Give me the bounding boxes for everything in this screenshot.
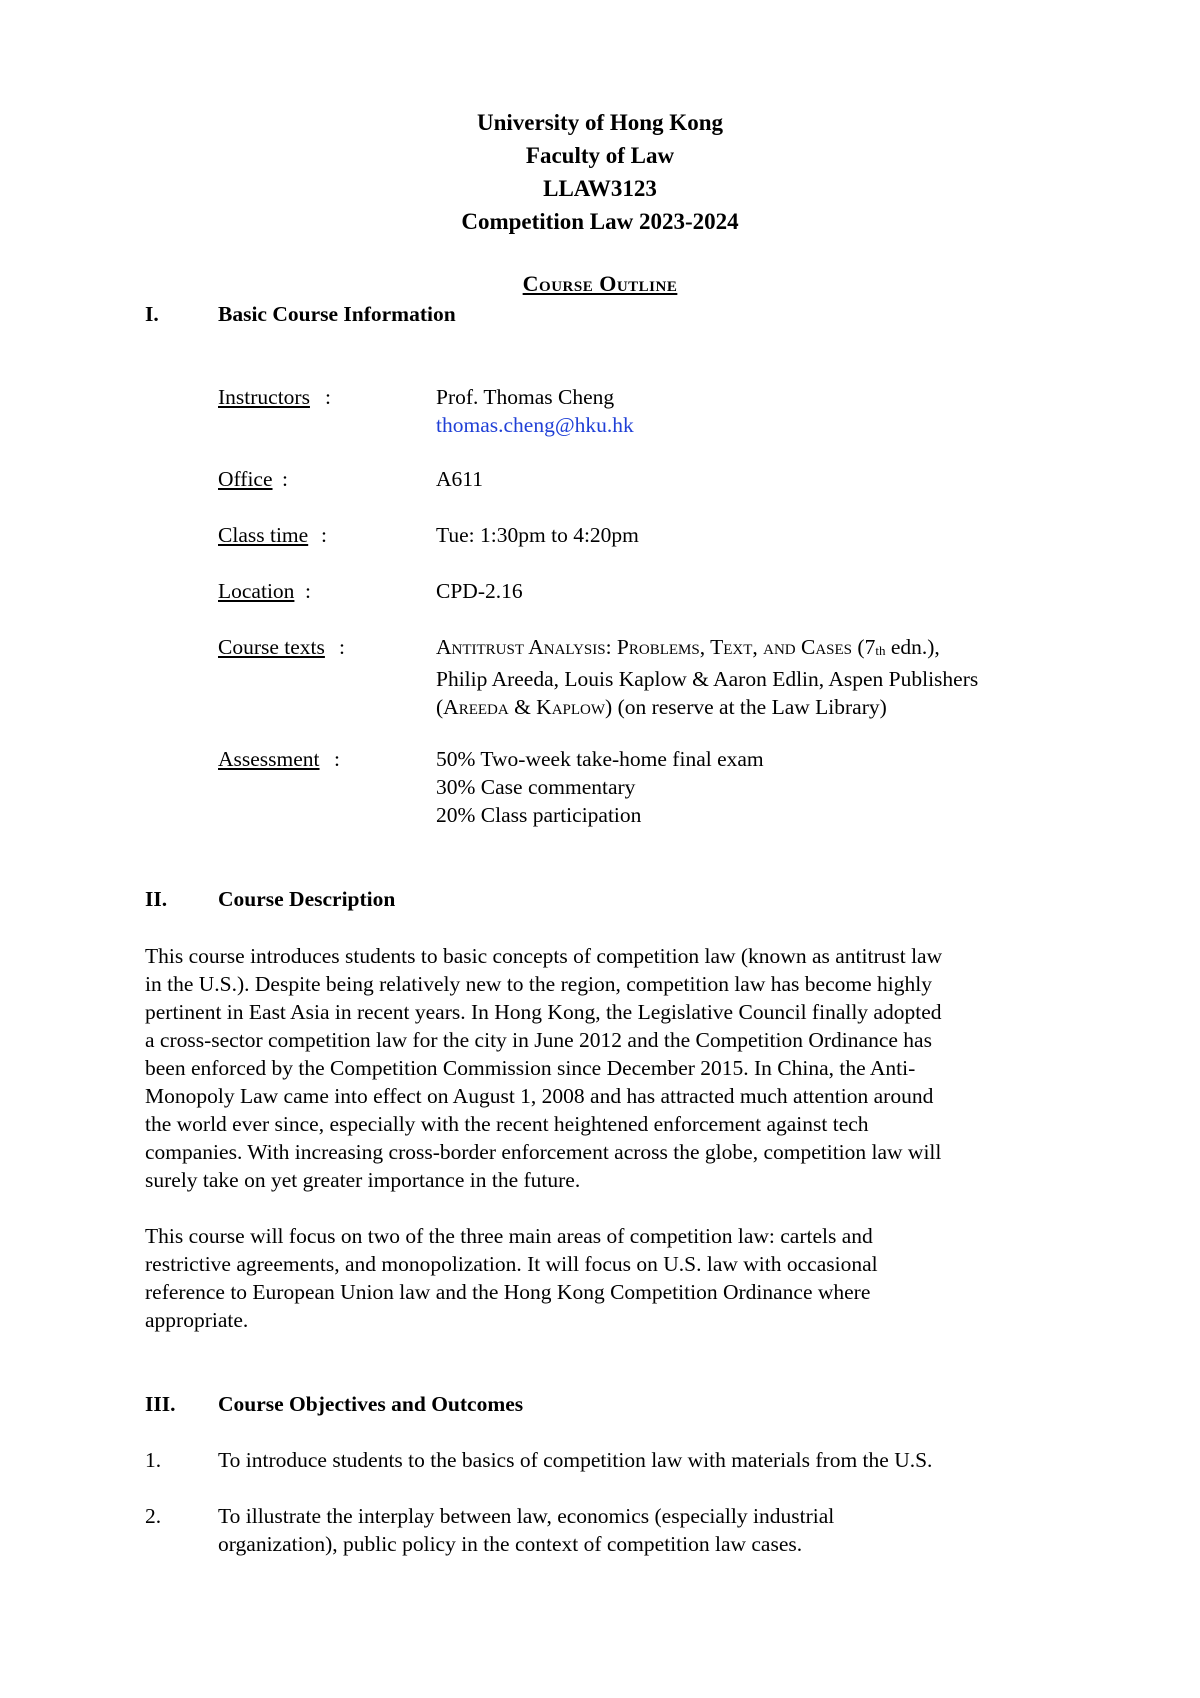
description-paragraph-2 <box>145 1222 1065 1334</box>
paragraph-line: restrictive agreements, and monopolization. It will focus on U.S. law with occasional <box>145 1252 878 1276</box>
paragraph-line: This course will focus on two of the three main areas of competition law: cartels and <box>145 1224 873 1248</box>
section-heading-basic-info <box>145 300 456 328</box>
label-colon: : <box>305 579 311 603</box>
description-paragraph-1 <box>145 942 1065 1194</box>
objective-line: To illustrate the interplay between law, economics (especially industrial <box>218 1504 835 1528</box>
assessment-label: Assessment <box>218 747 320 771</box>
assessment-item: 20% Class participation <box>436 803 642 827</box>
paragraph-line: the world ever since, especially with the recent heightened enforcement against tech <box>145 1112 869 1136</box>
section-title: Course Objectives and Outcomes <box>218 1392 524 1416</box>
course-texts-label: Course texts <box>218 635 325 659</box>
class-time-label: Class time <box>218 523 309 547</box>
objective-text <box>218 1502 1078 1558</box>
paragraph-line: in the U.S.). Despite being relatively new to the region, competition law has become highly <box>145 972 932 996</box>
section-title: Basic Course Information <box>218 302 456 326</box>
section-title: Course Description <box>218 887 396 911</box>
instructor-email-link[interactable]: thomas.cheng@hku.hk <box>436 413 634 437</box>
section-heading-course-description <box>145 885 395 913</box>
outline-title: Course Outline <box>522 271 678 296</box>
office-label: Office <box>218 467 273 491</box>
paragraph-line: been enforced by the Competition Commission since December 2015. In China, the Anti- <box>145 1056 916 1080</box>
book-title: Antitrust Analysis: Problems, Text, and Cases <box>436 635 853 659</box>
objective-text <box>218 1446 1078 1474</box>
label-colon: : <box>325 385 331 409</box>
paragraph-line: Monopoly Law came into effect on August 1, 2008 and has attracted much attention around <box>145 1084 934 1108</box>
paragraph-line: pertinent in East Asia in recent years. In Hong Kong, the Legislative Council finally adopted <box>145 1000 942 1024</box>
label-colon: : <box>334 747 340 771</box>
section-number: II. <box>145 887 168 911</box>
course-code: LLAW3123 <box>543 176 657 201</box>
paren-open: ( <box>436 695 444 719</box>
label-colon: : <box>282 467 288 491</box>
instructor-name: Prof. Thomas Cheng <box>436 385 615 409</box>
document-header <box>0 106 1200 238</box>
paragraph-line: a cross-sector competition law for the city in June 2012 and the Competition Ordinance has <box>145 1028 932 1052</box>
label-colon: : <box>339 635 345 659</box>
objective-line: To introduce students to the basics of competition law with materials from the U.S. <box>218 1448 933 1472</box>
office-value: A611 <box>436 467 483 491</box>
paragraph-line: companies. With increasing cross-border enforcement across the globe, competition law will <box>145 1140 942 1164</box>
objective-number: 2. <box>145 1504 162 1528</box>
paragraph-line: This course introduces students to basic concepts of competition law (known as antitrust law <box>145 944 943 968</box>
edition-close: edn.), <box>885 635 940 659</box>
assessment-value <box>436 745 1096 829</box>
course-texts-line-2: Philip Areeda, Louis Kaplow & Aaron Edlin, Aspen Publishers <box>436 667 979 691</box>
edition-open: (7 <box>852 635 876 659</box>
section-number: I. <box>145 302 159 326</box>
edition-superscript: th <box>875 643 886 658</box>
label-colon: : <box>321 523 327 547</box>
reserve-note: ) (on reserve at the Law Library) <box>605 695 887 719</box>
location-label: Location <box>218 579 295 603</box>
course-texts-line-1 <box>436 633 1096 665</box>
book-short-name: Areeda & Kaplow <box>443 695 606 719</box>
assessment-item: 50% Two-week take-home final exam <box>436 747 764 771</box>
instructors-value <box>436 383 1096 439</box>
objective-line: organization), public policy in the context of competition law cases. <box>218 1532 803 1556</box>
section-heading-objectives <box>145 1390 523 1418</box>
course-title: Competition Law 2023-2024 <box>461 209 739 234</box>
objective-number: 1. <box>145 1448 162 1472</box>
assessment-item: 30% Case commentary <box>436 775 636 799</box>
instructors-label: Instructors <box>218 385 310 409</box>
paragraph-line: appropriate. <box>145 1308 249 1332</box>
class-time-value: Tue: 1:30pm to 4:20pm <box>436 523 639 547</box>
course-texts-line-3 <box>436 693 1096 721</box>
paragraph-line: reference to European Union law and the Hong Kong Competition Ordinance where <box>145 1280 871 1304</box>
paragraph-line: surely take on yet greater importance in the future. <box>145 1168 581 1192</box>
location-value: CPD-2.16 <box>436 579 523 603</box>
university-name: University of Hong Kong <box>477 110 723 135</box>
section-number: III. <box>145 1392 176 1416</box>
faculty-name: Faculty of Law <box>525 143 675 168</box>
course-texts-value <box>436 633 1096 721</box>
